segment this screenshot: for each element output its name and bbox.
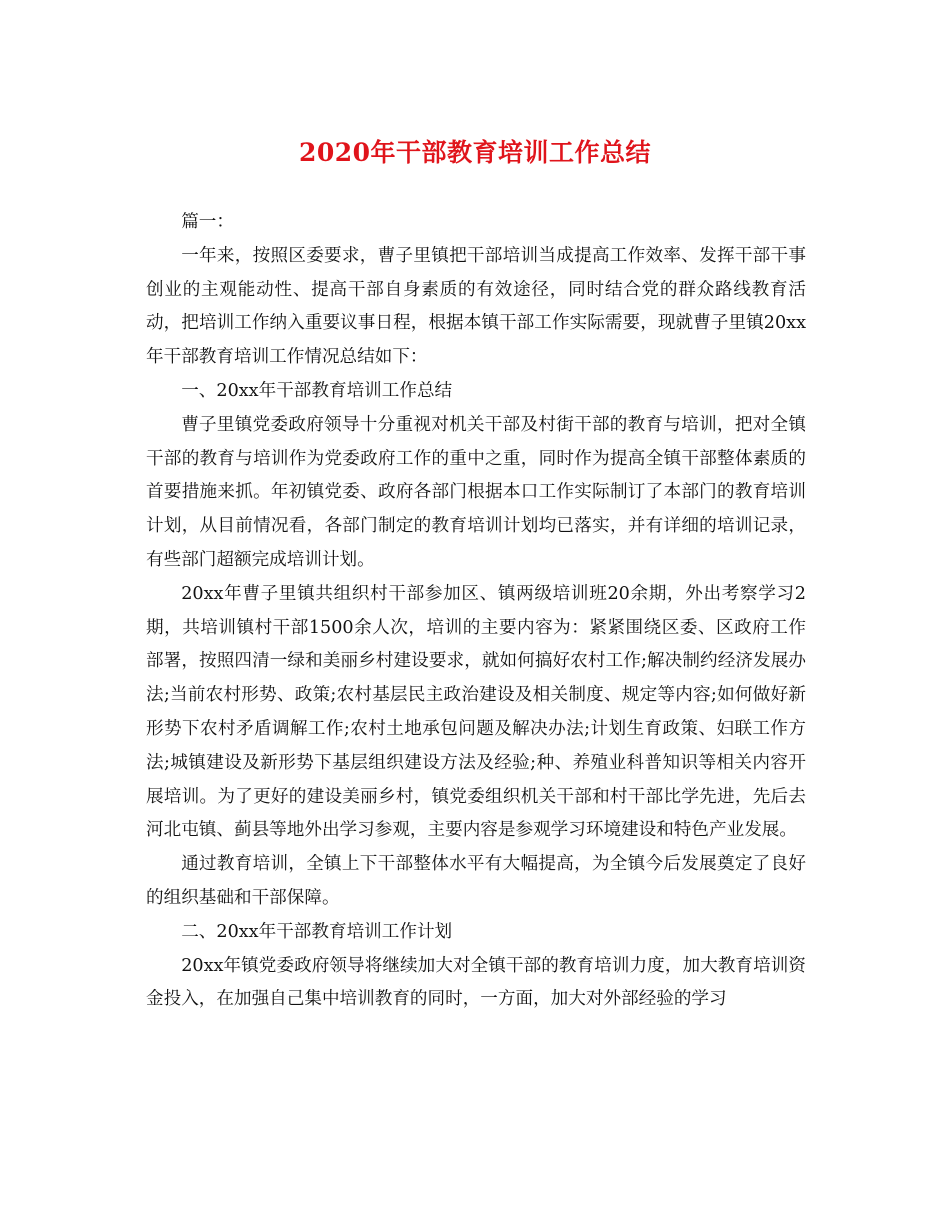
paragraph-intro: 一年来，按照区委要求，曹子里镇把干部培训当成提高工作效率、发挥干部干事创业的主观能动性、提高干部自身素质的有效途径，同时结合党的群众路线教育活动，把培训工作纳入重要议事日程，根据本镇干部工作实际需要，现就曹子里镇20xx年干部教育培训工作情况总结如下： [146,245,806,368]
paragraph-training-content: 20xx年曹子里镇共组织村干部参加区、镇两级培训班20余期，外出考察学习2期，共培训镇村干部1500余人次，培训的主要内容为：紧紧围绕区委、区政府工作部署，按照四清一绿和美丽乡村建设要求，就如何搞好农村工作;解决制约经济发展办法;当前农村形势、政策;农村基层民主政治建设及相关制度、规定等内容;如何做好新形势下农村矛盾调解工作;农村土地承包问题及解决办法;计划生育政策、妇联工作方法;城镇建设及新形势下基层组织建设方法及经验;种、养殖业科普知识等相关内容开展培训。为了更好的建设美丽乡村，镇党委组织机关干部和村干部比学先进，先后去河北屯镇、蓟县等地外出学习参观，主要内容是参观学习环境建设和特色产业发展。 [146,583,806,841]
document-body [146,206,806,1017]
paragraph-results: 通过教育培训，全镇上下干部整体水平有大幅提高，为全镇今后发展奠定了良好的组织基础和干部保障。 [146,854,806,908]
paragraph-section-label: 篇一： [181,212,234,232]
paragraph-plan: 20xx年镇党委政府领导将继续加大对全镇干部的教育培训力度，加大教育培训资金投入，在加强自己集中培训教育的同时，一方面，加大对外部经验的学习 [146,955,806,1010]
page-title: 2020年干部教育培训工作总结 [298,138,652,167]
heading-section-one: 一、20xx年干部教育培训工作总结 [181,380,453,401]
paragraph-leadership: 曹子里镇党委政府领导十分重视对机关干部及村街干部的教育与培训，把对全镇干部的教育与培训作为党委政府工作的重中之重，同时作为提高全镇干部整体素质的首要措施来抓。年初镇党委、政府各部门根据本口工作实际制订了本部门的教育培训计划，从目前情况看，各部门制定的教育培训计划均已落实，并有详细的培训记录，有些部门超额完成培训计划。 [146,414,806,570]
heading-section-two: 二、20xx年干部教育培训工作计划 [181,921,453,942]
